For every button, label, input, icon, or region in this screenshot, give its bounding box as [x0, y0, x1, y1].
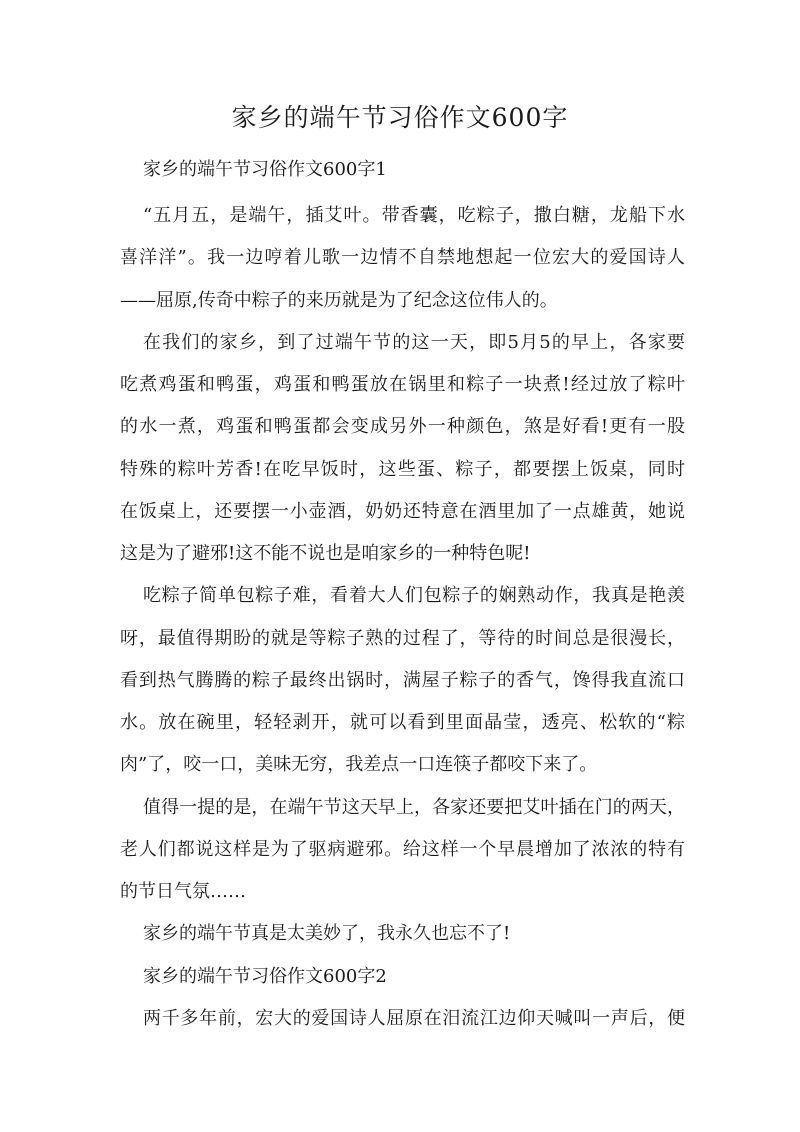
paragraph-line: 呀，最值得期盼的就是等粽子熟的过程了，等待的时间总是很漫长，	[120, 628, 685, 649]
paragraph-line: 肉”了，咬一口，美味无穷，我差点一口连筷子都咬下来了。	[120, 754, 598, 775]
paragraph-line: 两千多年前，宏大的爱国诗人屈原在汨流江边仰天喊叫一声后，便	[143, 1008, 685, 1029]
section-heading: 家乡的端午节习俗作文600字2	[143, 966, 387, 987]
document-title: 家乡的端午节习俗作文600字	[231, 103, 569, 132]
paragraph-line: 的水一煮，鸡蛋和鸭蛋都会变成另外一种颜色，煞是好看!更有一股	[120, 416, 685, 437]
paragraph-line: 在饭桌上，还要摆一小壶酒，奶奶还特意在酒里加了一点雄黄，她说	[120, 501, 685, 522]
paragraph-line: 看到热气腾腾的粽子最终出锅时，满屋子粽子的香气，馋得我直流口	[120, 670, 685, 691]
paragraph-line: 吃粽子简单包粽子难，看着大人们包粽子的娴熟动作，我真是艳羡	[143, 585, 685, 606]
paragraph-line: 值得一提的是，在端午节这天早上，各家还要把艾叶插在门的两天，	[143, 797, 685, 818]
paragraph-line: “五月五，是端午，插艾叶。带香囊，吃粽子，撒白糖，龙船下水	[143, 205, 685, 226]
paragraph-line: 喜洋洋”。我一边哼着儿歌一边情不自禁地想起一位宏大的爱国诗人	[120, 247, 685, 268]
paragraph-line: 吃煮鸡蛋和鸭蛋，鸡蛋和鸭蛋放在锅里和粽子一块煮!经过放了粽叶	[120, 374, 685, 395]
paragraph-line: 这是为了避邪!这不能不说也是咱家乡的一种特色呢!	[120, 543, 531, 564]
paragraph-line: ——屈原,传奇中粽子的来历就是为了纪念这位伟人的。	[120, 290, 558, 311]
section-heading: 家乡的端午节习俗作文600字1	[143, 159, 387, 180]
paragraph-line: 水。放在碗里，轻轻剥开，就可以看到里面晶莹，透亮、松软的“粽	[120, 712, 685, 733]
paragraph-line: 特殊的粽叶芳香!在吃早饭时，这些蛋、粽子，都要摆上饭桌，同时	[120, 459, 685, 480]
paragraph-line: 在我们的家乡，到了过端午节的这一天，即5月5的早上，各家要	[143, 332, 685, 353]
paragraph-line: 家乡的端午节真是太美妙了，我永久也忘不了!	[143, 923, 511, 944]
paragraph-line: 的节日气氛……	[120, 881, 246, 902]
paragraph-line: 老人们都说这样是为了驱病避邪。给这样一个早晨增加了浓浓的特有	[120, 839, 685, 860]
